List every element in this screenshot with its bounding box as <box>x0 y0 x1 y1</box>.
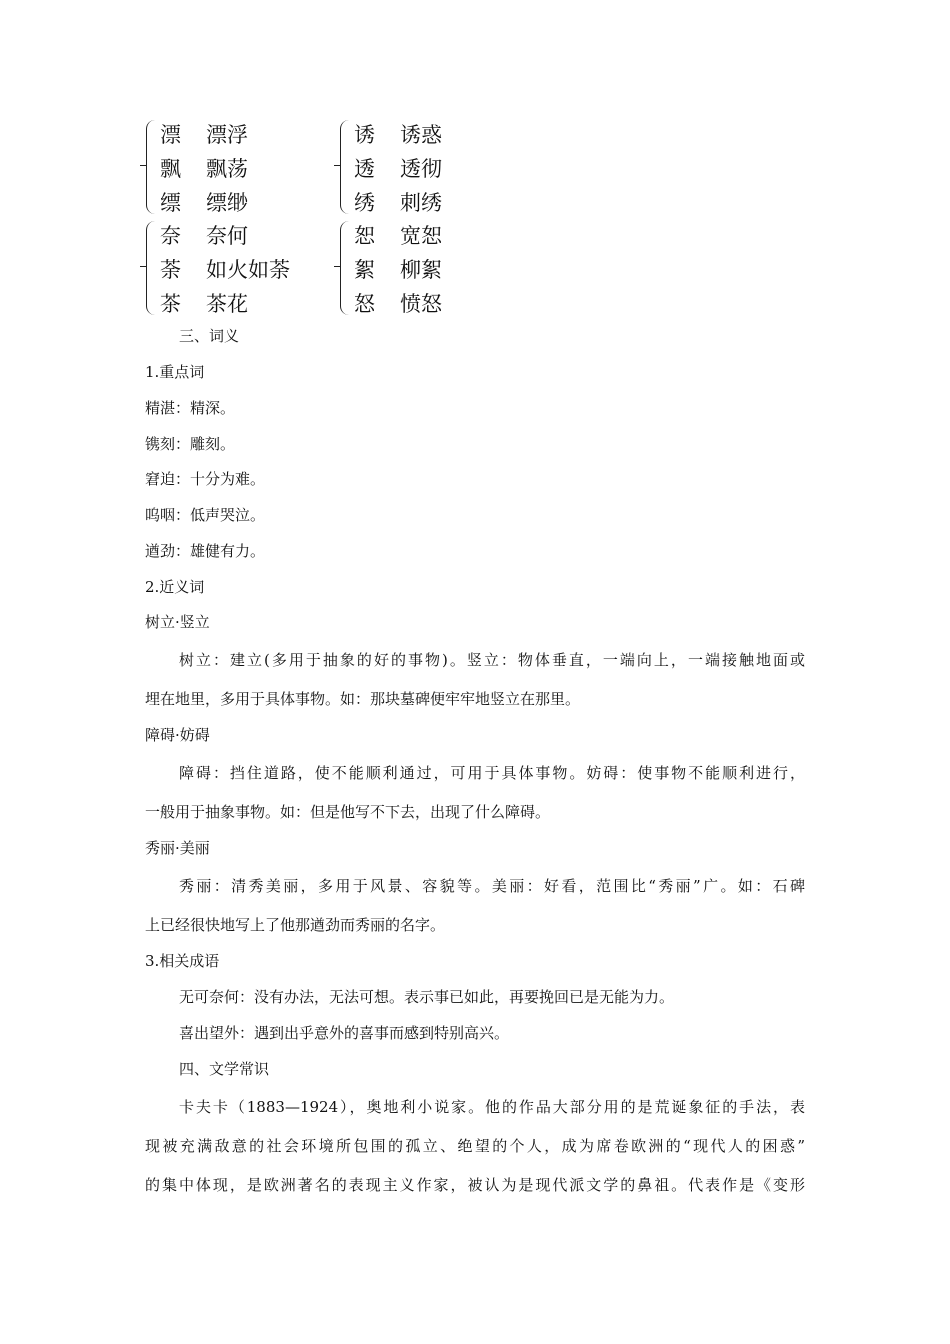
word: 柳絮 <box>400 258 442 282</box>
word: 漂浮 <box>206 123 248 147</box>
definition-line: 窘迫：十分为难。 <box>145 470 266 488</box>
word-pair-heading: 秀丽·美丽 <box>145 839 210 857</box>
character: 缥 <box>160 191 181 215</box>
word: 茶花 <box>206 292 248 316</box>
brace <box>146 120 159 214</box>
word: 奈何 <box>206 224 248 248</box>
character: 絮 <box>354 258 375 282</box>
character: 诱 <box>354 123 375 147</box>
word: 飘荡 <box>206 157 248 181</box>
word-pair-heading: 树立·竖立 <box>145 613 210 631</box>
char-row <box>160 219 248 253</box>
char-row <box>354 152 442 186</box>
char-row <box>354 219 442 253</box>
char-row <box>354 287 442 321</box>
section-heading: 四、文学常识 <box>179 1060 270 1078</box>
character: 荼 <box>160 258 181 282</box>
word: 透彻 <box>400 157 442 181</box>
char-row <box>354 118 442 152</box>
word: 如火如荼 <box>206 258 290 282</box>
subsection-heading: 1.重点词 <box>145 363 205 381</box>
character: 怒 <box>354 292 375 316</box>
char-row <box>160 118 248 152</box>
character: 恕 <box>354 224 375 248</box>
paragraph-line: 障碍：挡住道路，使不能顺利通过，可用于具体事物。妨碍：使事物不能顺利进行， <box>179 764 805 782</box>
char-row <box>160 287 248 321</box>
word-pair-heading: 障碍·妨碍 <box>145 726 210 744</box>
subsection-heading: 3.相关成语 <box>145 952 220 970</box>
paragraph-line: 现被充满敌意的社会环境所包围的孤立、绝望的个人，成为席卷欧洲的“现代人的困惑” <box>145 1137 805 1155</box>
subsection-heading: 2.近义词 <box>145 578 205 596</box>
char-row <box>160 186 248 220</box>
word: 宽恕 <box>400 224 442 248</box>
char-row <box>160 253 290 287</box>
definition-line: 呜咽：低声哭泣。 <box>145 506 266 524</box>
char-row <box>354 186 442 220</box>
character: 奈 <box>160 224 181 248</box>
word: 缥缈 <box>206 191 248 215</box>
definition-line: 遒劲：雄健有力。 <box>145 542 266 560</box>
paragraph-line: 一般用于抽象事物。如：但是他写不下去，出现了什么障碍。 <box>145 803 551 821</box>
idiom-line: 无可奈何：没有办法，无法可想。表示事已如此，再要挽回已是无能为力。 <box>179 988 675 1006</box>
char-row <box>160 152 248 186</box>
brace <box>340 221 353 315</box>
brace <box>146 221 159 315</box>
paragraph-line: 卡夫卡（1883—1924），奥地利小说家。他的作品大部分用的是荒诞象征的手法，表 <box>179 1098 805 1116</box>
character: 茶 <box>160 292 181 316</box>
word: 诱惑 <box>400 123 442 147</box>
brace <box>340 120 353 214</box>
character: 飘 <box>160 157 181 181</box>
char-row <box>354 253 442 287</box>
paragraph-line: 的集中体现，是欧洲著名的表现主义作家，被认为是现代派文学的鼻祖。代表作是《变形 <box>145 1176 805 1194</box>
idiom-line: 喜出望外：遇到出乎意外的喜事而感到特别高兴。 <box>179 1024 510 1042</box>
paragraph-line: 秀丽：清秀美丽，多用于风景、容貌等。美丽：好看，范围比“秀丽”广。如：石碑 <box>179 877 805 895</box>
word: 愤怒 <box>400 292 442 316</box>
paragraph-line: 埋在地里，多用于具体事物。如：那块墓碑便牢牢地竖立在那里。 <box>145 690 581 708</box>
definition-line: 精湛：精深。 <box>145 399 236 417</box>
character: 漂 <box>160 123 181 147</box>
paragraph-line: 树立：建立(多用于抽象的好的事物)。竖立：物体垂直，一端向上，一端接触地面或 <box>179 651 805 669</box>
word: 刺绣 <box>400 191 442 215</box>
definition-line: 镌刻：雕刻。 <box>145 435 236 453</box>
section-heading: 三、词义 <box>179 327 240 345</box>
character: 绣 <box>354 191 375 215</box>
paragraph-line: 上已经很快地写上了他那遒劲而秀丽的名字。 <box>145 916 446 934</box>
character: 透 <box>354 157 375 181</box>
